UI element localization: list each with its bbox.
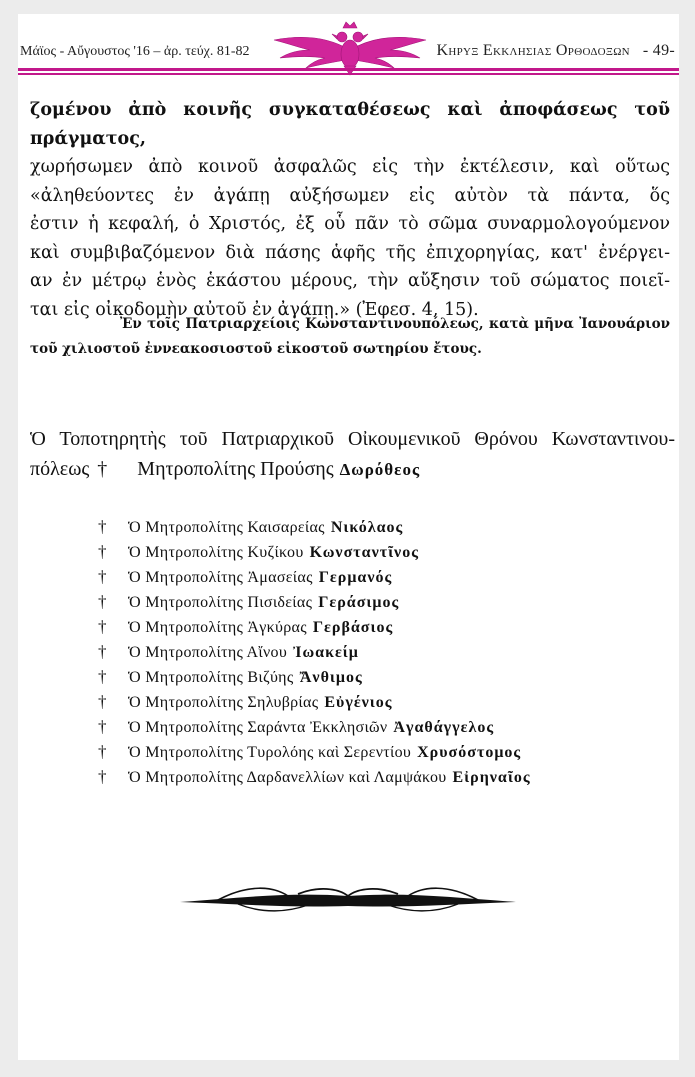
page-number: - 49- xyxy=(642,42,675,59)
signatory-title: Ὁ Μητροπολίτης Ἀμασείας xyxy=(128,569,313,586)
cross-icon: † xyxy=(98,567,107,586)
signatory-row xyxy=(98,514,678,539)
signatory-name: Ἰωακείμ xyxy=(293,644,359,661)
signatory-title: Ὁ Μητροπολίτης Τυρολόης καὶ Σερεντίου xyxy=(128,744,412,761)
signatory-name: Ἀγαθάγγελος xyxy=(393,719,495,736)
body-line: ἐστιν ἡ κεφαλή, ὁ Χριστός, ἐξ οὗ πᾶν τὸ σῶμα συναρμολογούμενον xyxy=(30,214,670,234)
body-line: ζομένου ἀπὸ κοινῆς συγκαταθέσεως καὶ ἀποφάσεως τοῦ πράγματος, xyxy=(30,100,670,149)
journal-title-and-page xyxy=(437,42,676,60)
locum-tenens-signature xyxy=(30,424,675,485)
page xyxy=(18,14,679,1060)
dateline-line: Ἐν τοῖς Πατριαρχείοις Κωνσταντινουπόλεως, κατὰ μῆνα Ἰανουάριον xyxy=(120,316,670,332)
signatory-name: Νικόλαος xyxy=(330,519,404,536)
signatory-title: Ὁ Μητροπολίτης Ἀγκύρας xyxy=(128,619,307,636)
cross-icon: † xyxy=(98,667,107,686)
body-line: αν ἐν μέτρῳ ἑνὸς ἑκάστου μέρους, τὴν αὔξησιν τοῦ σώματος ποιεῖ- xyxy=(30,271,670,291)
signatory-title: Ὁ Μητροπολίτης Αἴνου xyxy=(128,644,288,661)
cross-icon: † xyxy=(98,692,107,711)
cross-icon: † xyxy=(98,542,107,561)
cross-icon: † xyxy=(97,458,108,480)
signatory-title: Ὁ Μητροπολίτης Κυζίκου xyxy=(128,544,304,561)
signatory-title: Ὁ Μητροπολίτης Δαρδανελλίων καὶ Λαμψάκου xyxy=(128,769,447,786)
decorative-flourish-icon xyxy=(178,878,518,918)
body-line: ται εἰς οἰκοδομὴν αὐτοῦ ἐν ἀγάπῃ.» (Ἐφεσ. 4, 15). xyxy=(30,299,479,320)
dateline xyxy=(30,312,670,362)
signatory-row xyxy=(98,714,678,739)
cross-icon: † xyxy=(98,767,107,786)
signatory-row xyxy=(98,614,678,639)
issue-info: Μάϊος - Αὔγουστος '16 – ἀρ. τεύχ. 81-82 xyxy=(20,44,250,59)
signatory-title: Ὁ Μητροπολίτης Σηλυβρίας xyxy=(128,694,319,711)
locum-tenens-line2 xyxy=(30,454,675,485)
signatory-name: Γερβάσιος xyxy=(312,619,394,636)
signatory-name: Κωνσταντῖνος xyxy=(309,544,419,561)
signatory-row xyxy=(98,564,678,589)
body-paragraph xyxy=(30,96,670,324)
cross-icon: † xyxy=(98,592,107,611)
page-header xyxy=(18,14,679,74)
signatory-title: Ὁ Μητροπολίτης Σαράντα Ἐκκλησιῶν xyxy=(128,719,388,736)
signatories-list xyxy=(98,514,678,789)
signatory-title: Ὁ Μητροπολίτης Βιζύης xyxy=(128,669,294,686)
signatory-name: Χρυσόστομος xyxy=(417,744,522,761)
cross-icon: † xyxy=(98,642,107,661)
cross-icon: † xyxy=(98,742,107,761)
signatory-name: Εἰρηναῖος xyxy=(452,769,531,786)
signatory-name: Εὐγένιος xyxy=(324,694,393,711)
signatory-row xyxy=(98,689,678,714)
locum-tenens-name: Δωρόθεος xyxy=(339,460,421,479)
signatory-title: Ὁ Μητροπολίτης Καισαρείας xyxy=(128,519,325,536)
signatory-name: Γερμανός xyxy=(318,569,393,586)
signatory-row xyxy=(98,639,678,664)
body-line: χωρήσωμεν ἀπὸ κοινοῦ ἀσφαλῶς εἰς τὴν ἐκτέλεσιν, καὶ οὕτως xyxy=(30,157,670,177)
signatory-name: Γεράσιμος xyxy=(318,594,400,611)
dateline-line: τοῦ χιλιοστοῦ ἐννεακοσιοστοῦ εἰκοστοῦ σωτηρίου ἔτους. xyxy=(30,341,482,357)
body-line: «ἀληθεύοντες ἐν ἀγάπῃ αὐξήσωμεν εἰς αὐτὸν τὰ πάντα, ὅς xyxy=(30,185,670,206)
locum-tenens-prefix: πόλεως xyxy=(30,458,90,480)
signatory-row xyxy=(98,589,678,614)
cross-icon: † xyxy=(98,517,107,536)
signatory-row xyxy=(98,764,678,789)
cross-icon: † xyxy=(98,617,107,636)
locum-tenens-see: Μητροπολίτης Προύσης xyxy=(137,458,334,480)
body-line: καὶ συμβιβαζόμενον διὰ πάσης ἁφῆς τῆς ἐπιχορηγίας, κατ' ἐνέργει- xyxy=(30,242,670,263)
journal-title: Κηρυξ Εκκλησιας Ορθοδοξων xyxy=(436,42,630,59)
cross-icon: † xyxy=(98,717,107,736)
header-rule-thin xyxy=(18,73,679,75)
signatory-row xyxy=(98,739,678,764)
locum-tenens-title: Ὁ Τοποτηρητὴς τοῦ Πατριαρχικοῦ Οἰκουμενικοῦ Θρόνου Κωνσταντινου- xyxy=(30,428,675,450)
signatory-name: Ἄνθιμος xyxy=(299,669,363,686)
signatory-row xyxy=(98,539,678,564)
signatory-row xyxy=(98,664,678,689)
signatory-title: Ὁ Μητροπολίτης Πισιδείας xyxy=(128,594,313,611)
header-rule xyxy=(18,68,679,71)
